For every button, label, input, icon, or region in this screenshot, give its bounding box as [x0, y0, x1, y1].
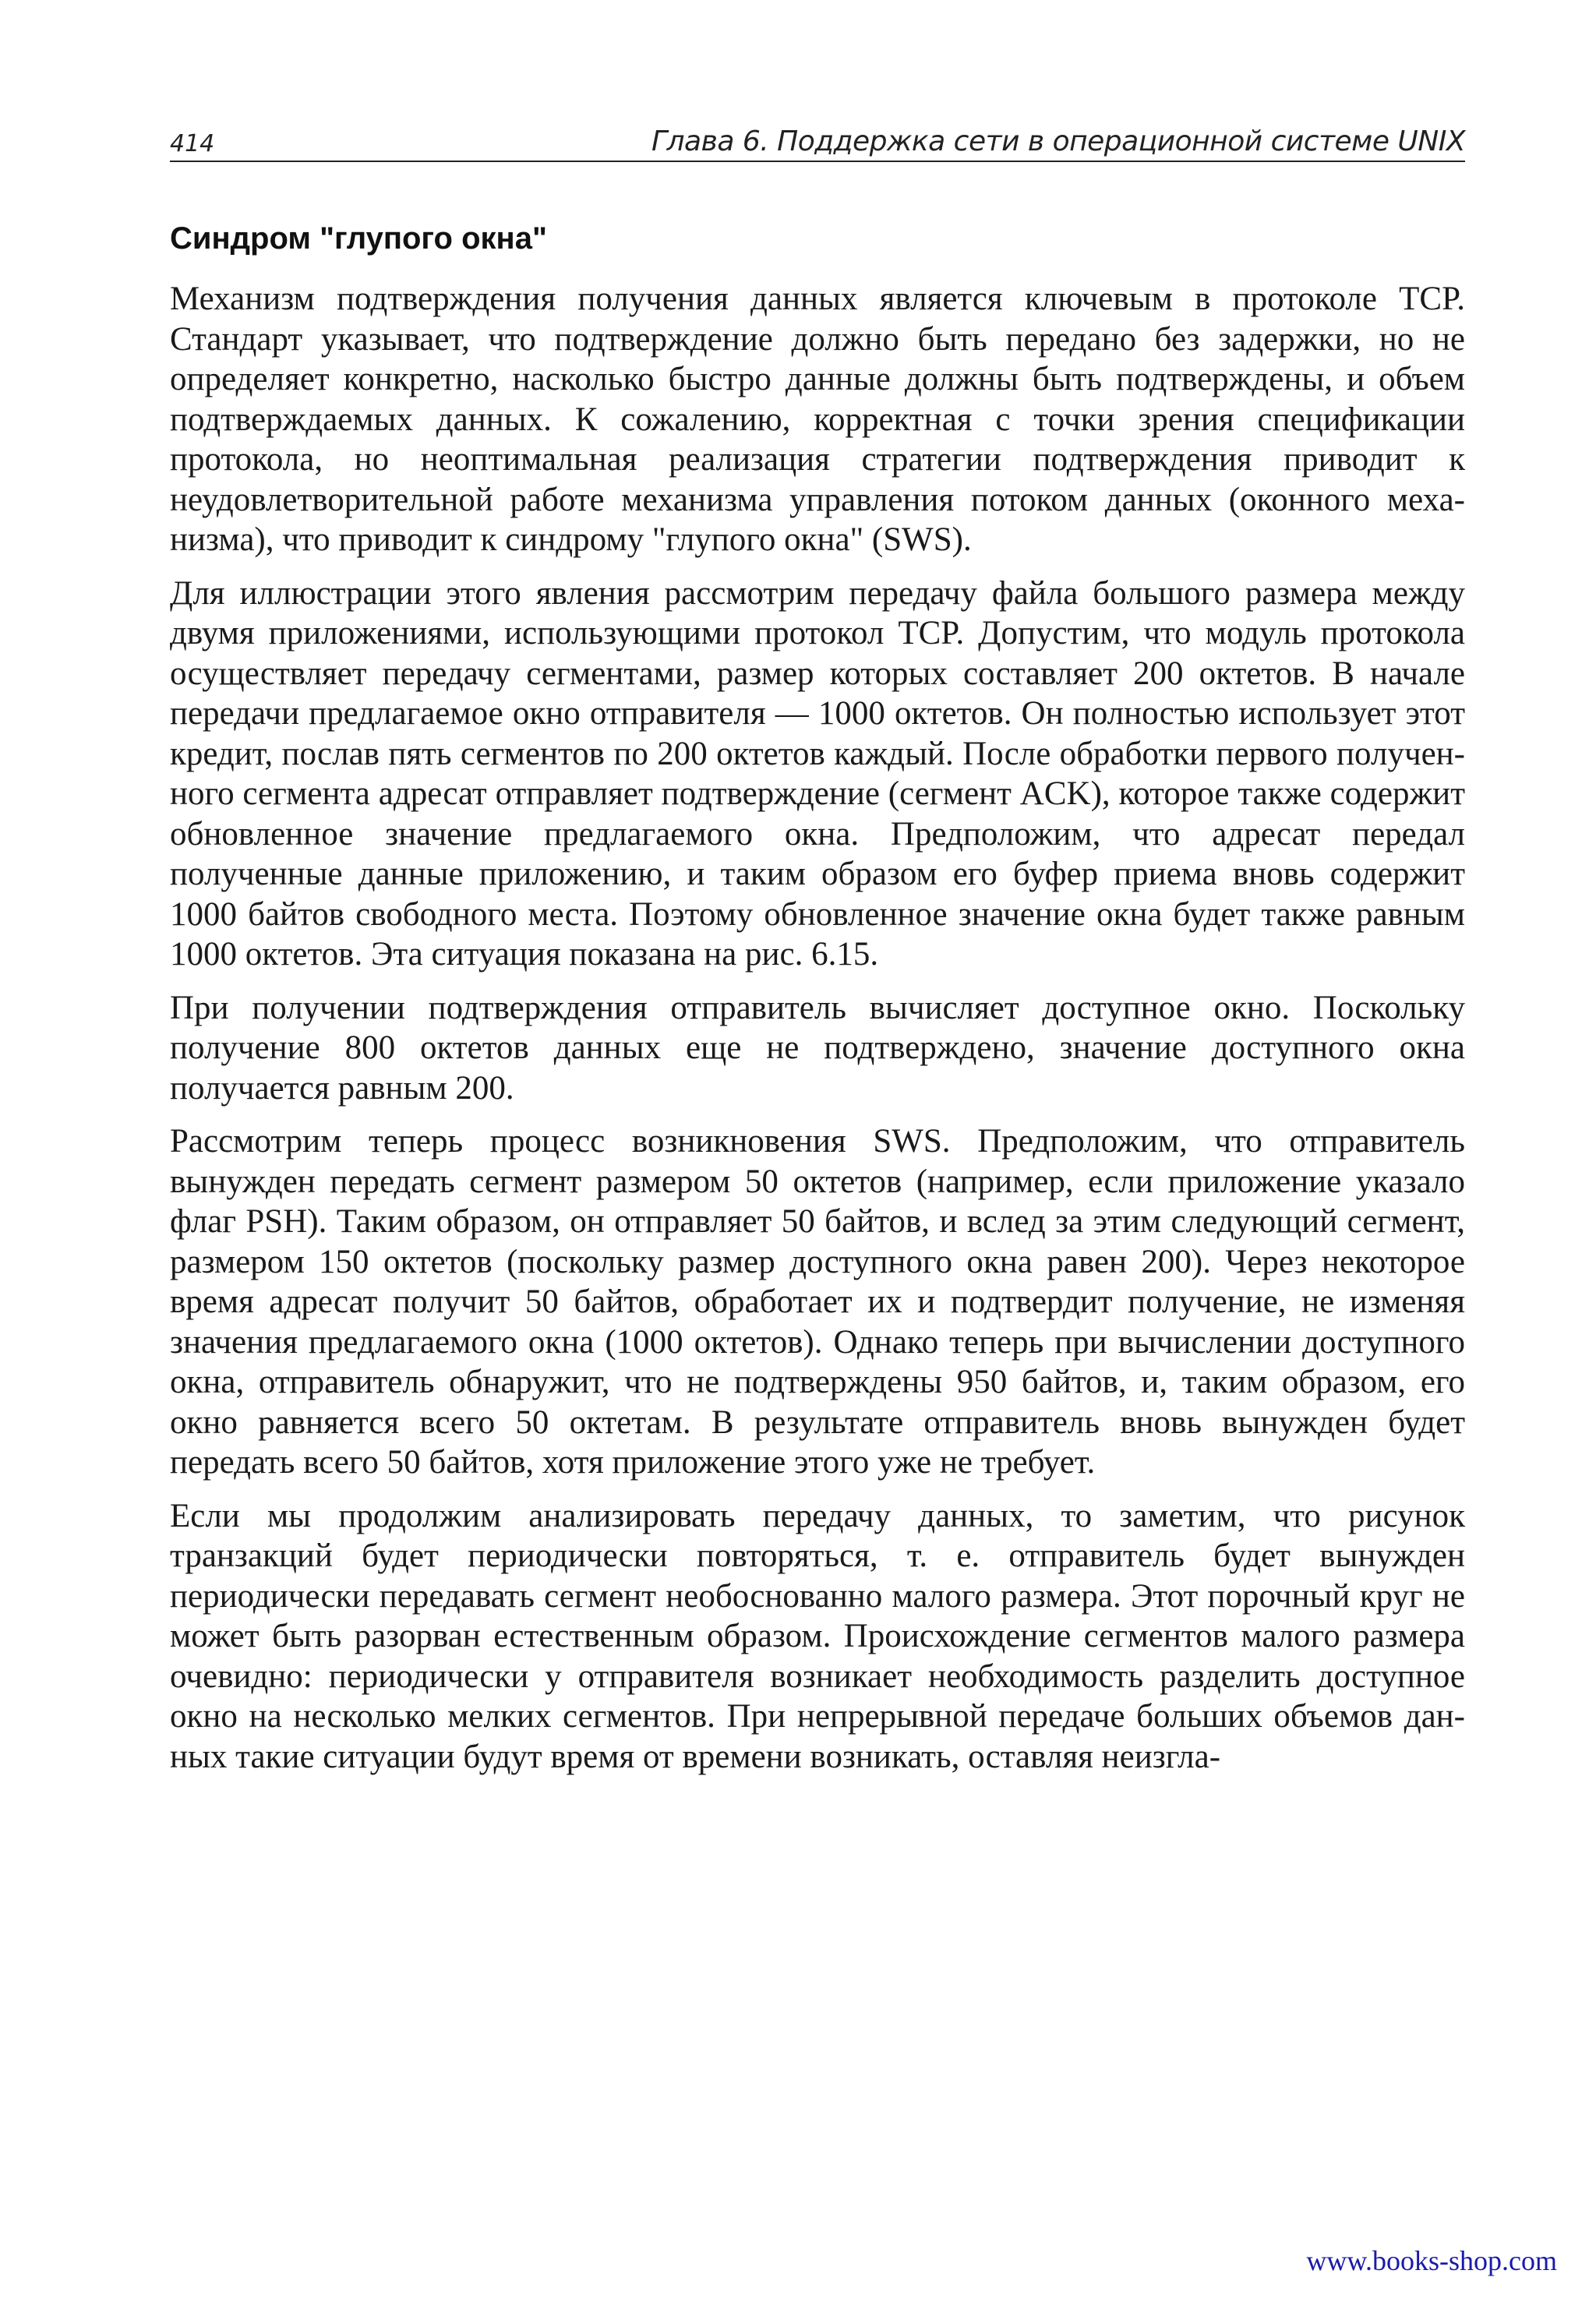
paragraph: При получении подтверждения отправитель вычисляет доступное окно. Поскольку получение 800 октетов данных еще не подтверждено, значение доступного окна получается равным 200.	[170, 989, 1465, 1107]
paragraph: Рассмотрим теперь процесс возникновения SWS. Предположим, что отправитель вынужден передать сегмент размером 50 октетов (например, если приложение указало флаг PSH). Таким образом, он отправляет 50 байтов, и вслед за этим следующий сегмент, размером 150 октетов (поскольку размер доступного окна равен 200). Через некоторое время адресат получит 50 байтов, обработает их и подтвердит получение, не изменяя значения предлагаемого окна (1000 октетов). Однако теперь при вычислении доступного окна, отправитель обнаружит, что не подтверждены 950 байтов, и, таким образом, его окно равняется всего 50 октетам. В результате отправитель вновь вынужден будет передать всего 50 байтов, хотя приложение этого уже не требует.	[170, 1123, 1465, 1481]
paragraph: Механизм подтверждения получения данных является ключевым в протоколе TCP. Стандарт указывает, что подтверждение должно быть передано без задержки, но не определяет конкретно, насколько быстро данные должны быть подтверждены, и объем подтверждаемых данных. К сожалению, корректная с точки зрения спецификации протокола, но неоптимальная реализация стратегии подтверждения приводит к неудовлетворительной работе механизма управления потоком данных (оконного механизма), что приводит к синдрому "глупого окна" (SWS).	[170, 281, 1465, 558]
watermark-url: www.books-shop.com	[1306, 2245, 1557, 2276]
chapter-title: Глава 6. Поддержка сети в операционной системе UNIX	[651, 125, 1465, 157]
body-text	[170, 279, 1465, 1790]
page-number: 414	[170, 130, 215, 157]
section-heading: Синдром "глупого окна"	[170, 221, 547, 256]
paragraph: Для иллюстрации этого явления рассмотрим передачу файла большого размера между двумя приложениями, использующими протокол TCP. Допустим, что модуль протокола осуществляет передачу сегментами, размер которых составляет 200 октетов. В начале передачи предлагаемое окно отправителя — 1000 октетов. Он полностью использует этот кредит, послав пять сегментов по 200 октетов каждый. После обработки первого полученного сегмента адресат отправляет подтверждение (сегмент ACK), которое также содержит обновленное значение предлагаемого окна. Предположим, что адресат передал полученные данные приложению, и таким образом его буфер приема вновь содержит 1000 байтов свободного места. Поэтому обновленное значение окна будет также равным 1000 октетов. Эта ситуация показана на рис. 6.15.	[170, 574, 1465, 973]
paragraph: Если мы продолжим анализировать передачу данных, то заметим, что рисунок транзакций будет периодически повторяться, т. е. отправитель будет вынужден периодически передавать сегмент необоснованно малого размера. Этот порочный круг не может быть разорван естественным образом. Происхождение сегментов малого размера очевидно: периодически у отправителя возникает необходимость разделить доступное окно на несколько мелких сегментов. При непрерывной передаче больших объемов данных такие ситуации будут время от времени возникать, оставляя неизгла-	[170, 1497, 1465, 1775]
running-header	[170, 117, 1465, 162]
